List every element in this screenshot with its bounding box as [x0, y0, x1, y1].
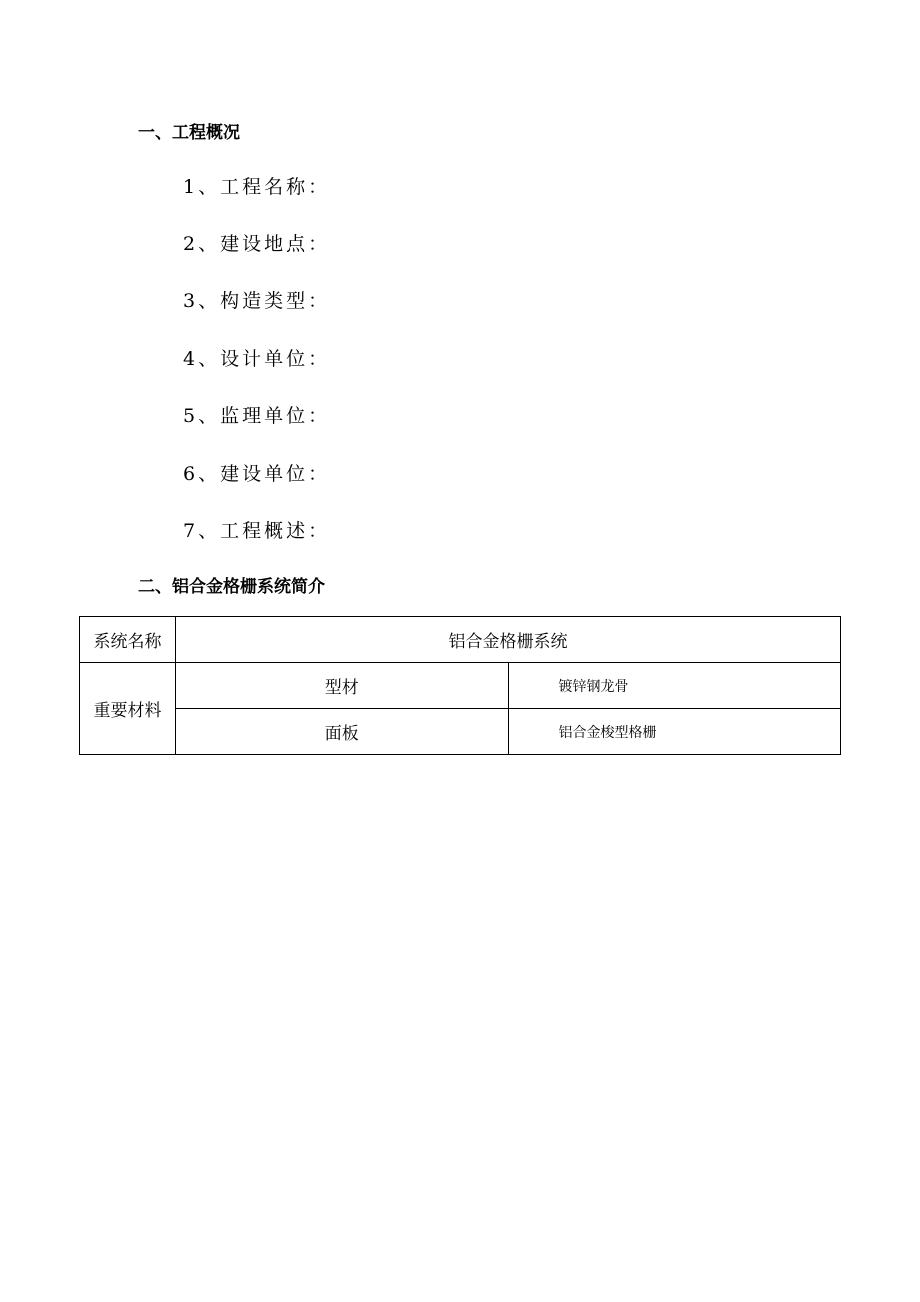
table-row [80, 617, 841, 663]
overview-item-location: 2、建设地点： [183, 233, 331, 255]
overview-item-construction-unit: 6、建设单位： [183, 463, 331, 485]
material-value-cell: 镀锌钢龙骨 [508, 663, 841, 709]
grille-system-table [79, 616, 841, 755]
material-value-cell: 铝合金梭型格栅 [508, 709, 841, 755]
material-type-cell: 面板 [176, 709, 509, 755]
section-heading-overview: 一、工程概况 [138, 123, 240, 143]
overview-item-structure-type: 3、构造类型： [183, 290, 331, 312]
system-name-value-cell: 铝合金格栅系统 [176, 617, 841, 663]
section-heading-grille-system: 二、铝合金格栅系统简介 [138, 577, 325, 597]
overview-item-summary: 7、工程概述： [183, 520, 331, 542]
material-type-cell: 型材 [176, 663, 509, 709]
table-row [80, 663, 841, 709]
system-name-label-cell: 系统名称 [80, 617, 176, 663]
materials-label-cell: 重要材料 [80, 663, 176, 755]
overview-item-project-name: 1、工程名称： [183, 176, 331, 198]
overview-item-supervision-unit: 5、监理单位： [183, 405, 331, 427]
overview-item-design-unit: 4、设计单位： [183, 348, 331, 370]
table-row [80, 709, 841, 755]
